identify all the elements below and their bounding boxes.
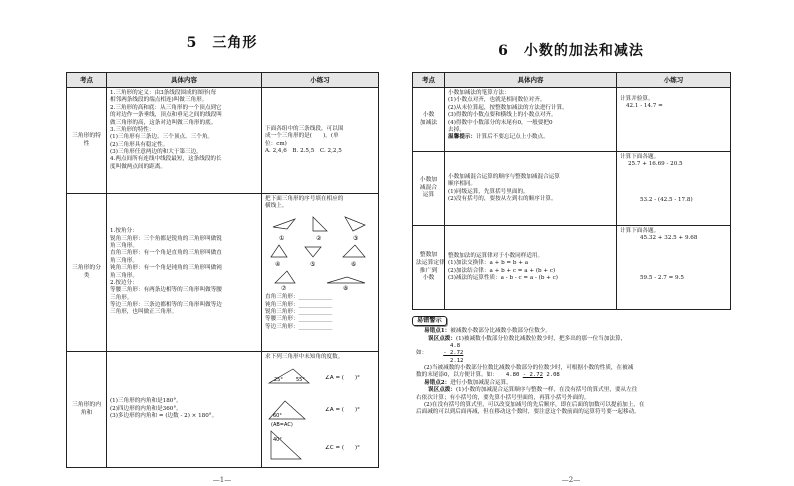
key-line: 整数加 bbox=[419, 252, 438, 259]
blank-label: 锐角三角形： bbox=[265, 308, 299, 315]
practice-line: 59.5 - 2.7 = 9.5 bbox=[640, 274, 684, 281]
row-practice bbox=[262, 194, 379, 352]
answer-label: ∠A = ( )° bbox=[325, 375, 360, 382]
error-label: 易错点2： bbox=[424, 379, 451, 386]
page-title: 6 小数的加法和减法 bbox=[498, 43, 644, 59]
content-line: 锐角三角形：三个角都是锐角的三角形叫做锐 bbox=[110, 235, 222, 242]
content-line: 三角形，也叫做正三角形。 bbox=[110, 309, 178, 316]
content-line: (1)三角形的内角和是180°。 bbox=[110, 398, 182, 405]
content-line: 2.按边分： bbox=[110, 279, 138, 286]
content-line: 做三角形的高，这条对边叫做三角形的底。 bbox=[110, 119, 217, 126]
angle-label: 60° bbox=[273, 413, 282, 420]
explain-label: 误区点拨： bbox=[428, 335, 456, 342]
triangle-shape-7 bbox=[275, 271, 295, 283]
vertical-calc-operand: - 2.72 bbox=[443, 350, 464, 357]
content-line: 1.三角形的定义：由3条线段围成的图形(每 bbox=[110, 90, 217, 96]
knowledge-table bbox=[412, 72, 731, 310]
right-page bbox=[412, 0, 730, 486]
explain-line: 右依次计算；有小括号的，要先算小括号里面的，再算小括号外面的。 bbox=[416, 394, 590, 401]
key-line: 小数 bbox=[422, 111, 435, 118]
content-line: (1)同级运算，先算括号里面的。 bbox=[448, 188, 529, 195]
content-line: 去掉。 bbox=[448, 126, 465, 133]
content-line: 钝角三角形：有一个角是钝角的三角形叫做钝 bbox=[110, 265, 222, 272]
content-line: (2)三角形具有稳定性。 bbox=[110, 141, 169, 148]
row-content bbox=[445, 152, 617, 226]
vertical-calc-inline bbox=[506, 372, 560, 378]
content-line: 4.两点间所有连线中线段最短，这条线段的长 bbox=[110, 156, 222, 163]
shape-label: ⑧ bbox=[343, 284, 349, 291]
row-practice bbox=[617, 152, 731, 226]
practice-line: 位：cm) bbox=[265, 140, 287, 147]
page-title: 5 三角形 bbox=[186, 35, 258, 51]
practice-line: 横线上。 bbox=[265, 203, 288, 210]
content-line: (2)四边形的内角和是360°。 bbox=[110, 405, 182, 412]
shape-label: ⑦ bbox=[281, 284, 287, 291]
practice-line: 25.7 + 16.69 - 20.5 bbox=[628, 161, 683, 168]
page-number: —2— bbox=[561, 475, 581, 484]
content-line: 度叫做两点间的距离。 bbox=[110, 163, 166, 170]
answer-blank-line: 锐角三角形：____________ bbox=[265, 308, 333, 315]
triangle-shape-5 bbox=[305, 247, 321, 257]
error-text: 进行小数加减混合运算。 bbox=[450, 379, 512, 386]
content-line: (1)小数点对齐，也就是相同数位对齐。 bbox=[448, 97, 546, 104]
vertical-calc-result: 2.12 bbox=[450, 357, 464, 364]
explain-text: (1)被减数小数部分位数比减数位数少时，把多出的那一位当加法算， bbox=[455, 335, 627, 342]
content-line: 2.三角形的高和底：从三角形的一个顶点到它 bbox=[110, 104, 222, 111]
content-line: (3)得数的小数点要和横线上的小数点对齐。 bbox=[448, 112, 557, 119]
row-key: 三角形的内角和 bbox=[67, 352, 107, 468]
practice-line: 53.2 - (42.5 - 17.8) bbox=[640, 196, 693, 203]
content-line: 三角形。 bbox=[110, 294, 133, 301]
explain-text: 数的末尾添0，以方便计算。如： bbox=[416, 372, 498, 379]
content-line: (2)加法结合律：a + b + c = a + (b + c) bbox=[448, 267, 556, 274]
table-row bbox=[67, 88, 379, 194]
row-practice bbox=[262, 88, 379, 194]
tip-text: 计算后不要忘记点上小数点。 bbox=[475, 134, 549, 141]
practice-line: 计算下面各题。 bbox=[620, 154, 660, 160]
content-line: (1)三角形有三条边、三个顶点、三个角。 bbox=[110, 134, 214, 141]
angle-figure bbox=[265, 361, 375, 461]
row-practice bbox=[617, 88, 731, 152]
triangle-shape-6 bbox=[343, 245, 365, 257]
key-line: 减混合 bbox=[419, 184, 438, 191]
content-line: 的对边作一条垂线，顶点和垂足之间的线段叫 bbox=[110, 112, 222, 119]
error-text: 被减数小数部分比减数小数部分位数少。 bbox=[450, 328, 551, 335]
blank-label: 钝角三角形： bbox=[265, 301, 299, 308]
knowledge-table bbox=[66, 72, 379, 468]
vertical-calc-line bbox=[416, 350, 730, 357]
header-practice: 小练习 bbox=[617, 73, 731, 88]
content-line: (1)加法交换律：a + b = b + a bbox=[448, 260, 529, 267]
table-row bbox=[67, 194, 379, 352]
practice-line: 把下面三角形的序号填在相应的 bbox=[265, 196, 344, 202]
table-header-row bbox=[413, 73, 731, 88]
triangle-abc-3 bbox=[271, 431, 301, 459]
row-content bbox=[445, 226, 617, 310]
key-line: 法运算定律 bbox=[416, 259, 445, 266]
triangle-shape-3 bbox=[345, 217, 365, 231]
practice-line: 下面各组中的三条线段，可以围 bbox=[265, 125, 344, 132]
blank-label: 直角三角形： bbox=[265, 294, 299, 301]
shape-label: ③ bbox=[353, 234, 359, 242]
blank-label: 等边三角形： bbox=[265, 323, 299, 330]
practice-line: 45.32 + 32.5 + 9.68 bbox=[640, 235, 698, 242]
table-row bbox=[413, 88, 731, 152]
answer-blank-line: 等边三角形：____________ bbox=[265, 323, 333, 330]
practice-line: 计算下面各题。 bbox=[620, 228, 660, 234]
practice-line: A. 2,4,6 B. 2.5,5 C. 2,2,5 bbox=[265, 147, 342, 154]
key-line: 加减法 bbox=[419, 119, 438, 126]
shape-label: ① bbox=[279, 234, 285, 242]
row-key bbox=[413, 88, 445, 152]
table-row bbox=[413, 152, 731, 226]
row-key bbox=[413, 226, 445, 310]
angle-label: (AB=AC) bbox=[271, 422, 293, 429]
explain-text: (1)小数的加减混合运算顺序与整数一样，在没有括号的算式里，要从左往 bbox=[455, 387, 638, 394]
example-prefix: 如： bbox=[416, 350, 428, 357]
content-line: 角三角形。 bbox=[110, 243, 138, 249]
shape-label: ⑥ bbox=[351, 260, 357, 268]
shape-label: ⑤ bbox=[310, 260, 316, 268]
answer-blank-line: 钝角三角形：____________ bbox=[265, 301, 333, 308]
vertical-calc-line: 4.8 bbox=[450, 342, 461, 349]
content-line: (2)从末位算起，按整数加减法的方法进行计算。 bbox=[448, 104, 568, 111]
table-row bbox=[67, 352, 379, 468]
practice-line: 成一个三角形的是( )。(单 bbox=[265, 133, 339, 140]
table-header-row bbox=[67, 73, 379, 88]
content-line: (3)减法的运算性质：a - b - c = a - (b + c) bbox=[448, 274, 558, 281]
content-line: (3)多边形的内角和 = (边数 - 2) × 180°。 bbox=[110, 413, 218, 420]
header-key: 考点 bbox=[413, 73, 445, 88]
triangle-shape-4 bbox=[271, 245, 287, 257]
error-warning-section bbox=[412, 316, 730, 417]
row-content bbox=[445, 88, 617, 152]
key-line: 小数加 bbox=[419, 177, 438, 184]
explain-line bbox=[428, 336, 730, 343]
practice-line: 42.1 - 14.7 = bbox=[626, 103, 663, 110]
header-content: 具体内容 bbox=[445, 73, 617, 88]
content-line: 1.按角分： bbox=[110, 228, 138, 235]
key-line: 小数 bbox=[422, 275, 435, 282]
header-key: 考点 bbox=[67, 73, 107, 88]
table-row bbox=[413, 226, 731, 310]
content-line: 相邻两条线段的端点相连)叫做三角形。 bbox=[110, 97, 208, 104]
content-line: 小数加减混合运算的顺序与整数加减混合运算 bbox=[448, 173, 560, 180]
shape-label: ④ bbox=[275, 260, 281, 268]
angle-label: 55° bbox=[296, 377, 305, 384]
explain-line bbox=[416, 372, 730, 379]
row-content bbox=[107, 194, 262, 352]
content-line: 顺序相同。 bbox=[448, 181, 476, 188]
row-key: 三角形的特性 bbox=[67, 88, 107, 194]
row-practice bbox=[262, 352, 379, 468]
key-line: 推广到 bbox=[419, 267, 438, 274]
vertical-calc-result: 2.08 bbox=[546, 372, 560, 379]
content-line: (4)得数中小数部分的末尾有0，一般要把0 bbox=[448, 119, 553, 126]
practice-line: 求下列三角形中未知角的度数。 bbox=[265, 354, 344, 360]
explain-line bbox=[428, 387, 730, 394]
practice-line: 计算并验算。 bbox=[620, 96, 654, 102]
header-practice: 小练习 bbox=[262, 73, 379, 88]
triangle-shapes-figure bbox=[265, 211, 375, 291]
header-content: 具体内容 bbox=[107, 73, 262, 88]
vertical-calc-operand: - 2.72 bbox=[522, 372, 543, 379]
content-line: 等腰三角形：有两条边相等的三角形叫做等腰 bbox=[110, 287, 222, 294]
content-line: (3)三角形任意两边的和大于第三边。 bbox=[110, 149, 202, 155]
row-key bbox=[413, 152, 445, 226]
angle-label: 25° bbox=[274, 377, 283, 384]
content-line: (2)没有括号的，要按从左到右的顺序计算。 bbox=[448, 195, 557, 202]
triangle-shape-2 bbox=[313, 217, 327, 231]
explain-line: 后面减的可以到后面再减，但在移动这个数时，要注意这个数前面的运算符号要一起移动。 bbox=[416, 409, 640, 416]
content-line: 3.三角形的特性： bbox=[110, 126, 155, 133]
triangle-shape-1 bbox=[273, 219, 295, 229]
explain-label: 误区点拨： bbox=[428, 387, 456, 394]
error-warning-badge: 易错警示 bbox=[412, 316, 447, 326]
answer-label: ∠C = ( )° bbox=[325, 445, 360, 452]
error-label: 易错点1： bbox=[424, 328, 451, 335]
blank-label: 等腰三角形： bbox=[265, 316, 299, 323]
content-line: 角三角形。 bbox=[110, 272, 138, 279]
answer-blank-line: 等腰三角形：____________ bbox=[265, 316, 333, 323]
key-line: 运算 bbox=[422, 192, 435, 199]
shape-label: ② bbox=[316, 234, 322, 242]
row-content bbox=[107, 88, 262, 194]
row-key: 三角形的分类 bbox=[67, 194, 107, 352]
explain-line: (2)当被减数的小数部分位数比减数小数部分的位数少时，可根据小数的性质，在被减 bbox=[424, 365, 634, 372]
tip-line bbox=[448, 134, 613, 141]
content-line: 角三角形。 bbox=[110, 257, 138, 264]
explain-line: (2)在没有括号的算式里，可以改变加减号的先后顺序，即在后面的加数可以提前加上，在 bbox=[424, 401, 645, 408]
row-practice bbox=[617, 226, 731, 310]
vertical-calc-top: 4.80 bbox=[505, 372, 520, 379]
content-line: 直角三角形：有一个角是直角的三角形叫做直 bbox=[110, 250, 222, 257]
error-point-1 bbox=[424, 328, 730, 335]
tip-label: 温馨提示： bbox=[448, 134, 476, 141]
angle-label: 40° bbox=[273, 437, 282, 444]
answer-label: ∠A = ( )° bbox=[325, 407, 360, 414]
content-line: 等边三角形：三条边都相等的三角形叫做等边 bbox=[110, 302, 222, 308]
row-content bbox=[107, 352, 262, 468]
answer-blank-line: 直角三角形：____________ bbox=[265, 294, 333, 301]
triangle-shape-8 bbox=[327, 277, 365, 283]
content-line: 小数加减法的笔算方法： bbox=[448, 90, 510, 96]
content-line: 整数加法的运算律对于小数同样适用。 bbox=[448, 252, 544, 259]
left-page bbox=[66, 0, 378, 486]
page-number: —1— bbox=[212, 475, 232, 484]
